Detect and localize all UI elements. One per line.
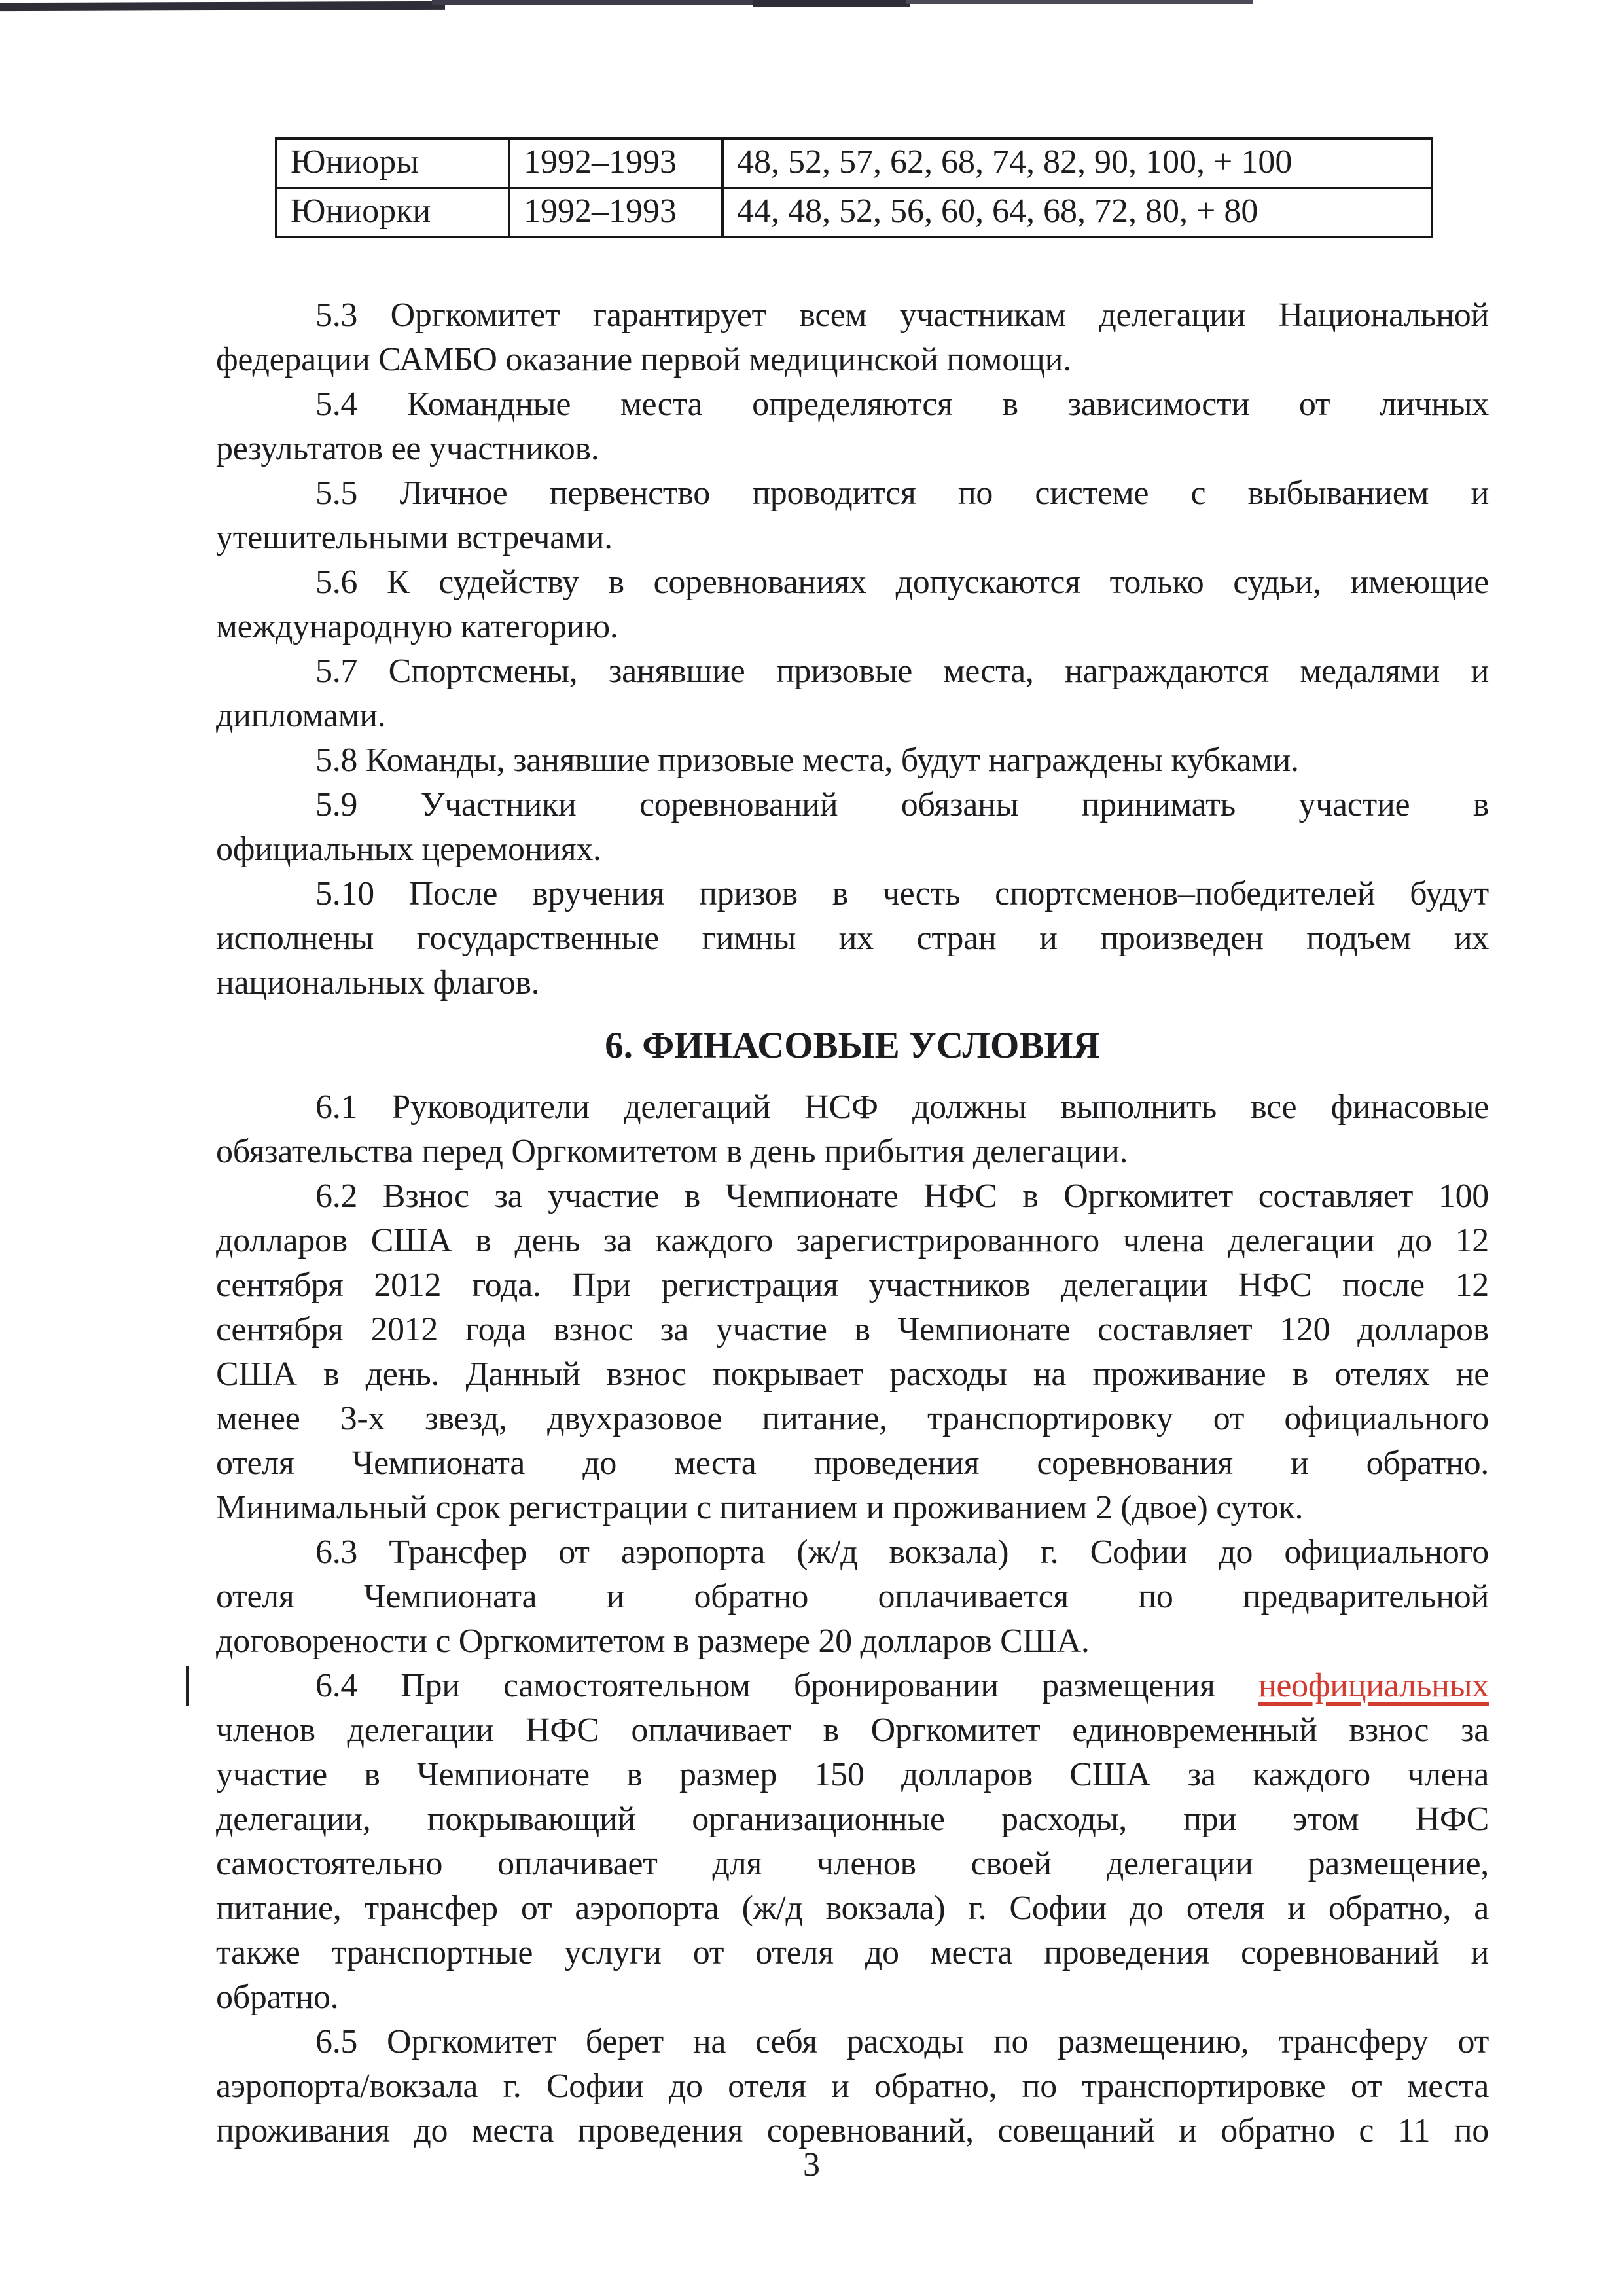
text-line: 5.6 К судейству в соревнованиях допускаются только судьи, имеющие xyxy=(315,564,1489,601)
text-line: членов делегации НФС оплачивает в Оргкомитет единовременный взнос за xyxy=(216,1712,1489,1749)
scan-artifact-streak xyxy=(0,1,445,11)
text-line: 5.7 Спортсмены, занявшие призовые места, награждаются медалями и xyxy=(315,653,1489,690)
table-row xyxy=(276,188,1432,237)
text-line: дипломами. xyxy=(216,697,386,734)
document-content xyxy=(216,137,1489,2153)
paragraph-5-6 xyxy=(216,560,1489,649)
paragraph-5-8 xyxy=(216,738,1489,783)
text-line: отеля Чемпионата и обратно оплачивается по предварительной xyxy=(216,1578,1489,1615)
birth-years-cell: 1992–1993 xyxy=(509,188,722,237)
text-line: 5.10 После вручения призов в честь спортсменов–победителей будут xyxy=(315,875,1489,912)
text-line: обратно. xyxy=(216,1979,339,2016)
highlighted-word: неофициальных xyxy=(1258,1667,1489,1704)
text-line: отеля Чемпионата до места проведения соревнования и обратно. xyxy=(216,1444,1489,1482)
text-line: утешительными встречами. xyxy=(216,519,613,556)
scan-artifact-streak xyxy=(906,0,1253,4)
text-line: 6.5 Оргкомитет берет на себя расходы по размещению, трансферу от xyxy=(315,2023,1489,2060)
paragraph-6-3 xyxy=(216,1530,1489,1664)
scan-artifact-streak xyxy=(432,0,779,5)
paragraph-5-5 xyxy=(216,471,1489,560)
text-line: 6.2 Взнос за участие в Чемпионате НФС в Оргкомитет составляет 100 xyxy=(315,1177,1489,1215)
text-line: федерации САМБО оказание первой медицинской помощи. xyxy=(216,341,1071,378)
text-line: проживания до места проведения соревнований, совещаний и обратно с 11 по xyxy=(216,2112,1489,2149)
text-line: результатов ее участников. xyxy=(216,430,599,467)
text-line: 5.9 Участники соревнований обязаны принимать участие в xyxy=(315,786,1489,823)
category-cell: Юниоры xyxy=(276,139,509,188)
text-line: 6.3 Трансфер от аэропорта (ж/д вокзала) г. Софии до официального xyxy=(315,1534,1489,1571)
paragraph-5-4 xyxy=(216,382,1489,471)
paragraph-6-4 xyxy=(216,1664,1489,2020)
text-line: 5.4 Командные места определяются в зависимости от личных xyxy=(315,386,1489,423)
text-line: также транспортные услуги от отеля до места проведения соревнований и xyxy=(216,1934,1489,1971)
text-line: менее 3-х звезд, двухразовое питание, транспортировку от официального xyxy=(216,1400,1489,1437)
paragraph-5-9 xyxy=(216,783,1489,872)
text-line: аэропорта/вокзала г. Софии до отеля и обратно, по транспортировке от места xyxy=(216,2068,1489,2105)
category-cell: Юниорки xyxy=(276,188,509,237)
text-line: США в день. Данный взнос покрывает расходы на проживание в отелях не xyxy=(216,1355,1489,1393)
text-line: исполнены государственные гимны их стран и произведен подъем их xyxy=(216,920,1489,957)
birth-years-cell: 1992–1993 xyxy=(509,139,722,188)
scan-artifact-streak xyxy=(753,0,910,7)
paragraph-6-1 xyxy=(216,1085,1489,1174)
text-line: официальных церемониях. xyxy=(216,831,601,868)
text-line: международную категорию. xyxy=(216,608,618,645)
section-heading: 6. ФИНАСОВЫЕ УСЛОВИЯ xyxy=(605,1025,1100,1066)
paragraph-5-3 xyxy=(216,293,1489,382)
paragraph-6-5 xyxy=(216,2020,1489,2153)
text-line: 5.3 Оргкомитет гарантирует всем участникам делегации Национальной xyxy=(315,296,1489,334)
weights-table-body xyxy=(276,139,1432,237)
text-line: сентября 2012 года. При регистрация участников делегации НФС после 12 xyxy=(216,1266,1489,1304)
paragraph-6-2 xyxy=(216,1174,1489,1530)
text-line: делегации, покрывающий организационные расходы, при этом НФС xyxy=(216,1801,1489,1838)
table-row xyxy=(276,139,1432,188)
text-line: участие в Чемпионате в размер 150 долларов США за каждого члена xyxy=(216,1756,1489,1793)
paragraph-5-7 xyxy=(216,649,1489,738)
page-number: 3 xyxy=(803,2146,820,2183)
text-line: 6.1 Руководители делегаций НСФ должны выполнить все финасовые xyxy=(315,1088,1489,1126)
text-line: Минимальный срок регистрации с питанием и проживанием 2 (двое) суток. xyxy=(216,1489,1304,1526)
weights-table xyxy=(275,137,1433,238)
text-line: 5.5 Личное первенство проводится по системе с выбыванием и xyxy=(315,475,1489,512)
text-line: долларов США в день за каждого зарегистрированного члена делегации до 12 xyxy=(216,1222,1489,1259)
paragraph-5-10 xyxy=(216,872,1489,1005)
text-line: самостоятельно оплачивает для членов своей делегации размещение, xyxy=(216,1845,1489,1882)
text-line: договорености с Оргкомитетом в размере 20 долларов США. xyxy=(216,1623,1090,1660)
weight-categories-cell: 48, 52, 57, 62, 68, 74, 82, 90, 100, + 100 xyxy=(722,139,1432,188)
weight-categories-cell: 44, 48, 52, 56, 60, 64, 68, 72, 80, + 80 xyxy=(722,188,1432,237)
text-line: питание, трансфер от аэропорта (ж/д вокзала) г. Софии до отеля и обратно, а xyxy=(216,1890,1489,1927)
document-body xyxy=(216,293,1489,2153)
text-line: обязательства перед Оргкомитетом в день прибытия делегации. xyxy=(216,1133,1128,1170)
text-line: национальных флагов. xyxy=(216,964,540,1001)
revision-bar-icon xyxy=(186,1666,189,1706)
text-line: 6.4 При самостоятельном бронировании размещения неофициальных xyxy=(216,1664,1489,1708)
text-line: 5.8 Команды, занявшие призовые места, будут награждены кубками. xyxy=(315,742,1299,779)
text-line: сентября 2012 года взнос за участие в Чемпионате составляет 120 долларов xyxy=(216,1311,1489,1348)
